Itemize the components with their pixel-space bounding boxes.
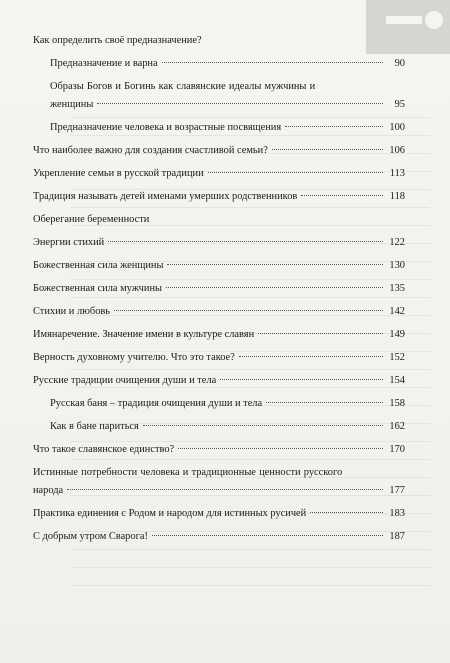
toc-leader-dots (285, 126, 383, 127)
toc-entry (33, 530, 405, 543)
toc-leader-dots (67, 489, 383, 490)
toc-leader-dots (272, 149, 383, 150)
toc-entry-title-continued: женщины (50, 99, 94, 110)
toc-page-number: 95 (394, 99, 405, 110)
toc-page-number: 135 (389, 283, 405, 294)
toc-entry (33, 80, 405, 111)
toc-entry-title: Предназначение человека и возрастные посвящения (50, 122, 282, 133)
toc-leader-dots (143, 425, 383, 426)
toc-entry (33, 351, 405, 364)
toc-page-number: 90 (394, 58, 405, 69)
toc-leader-dots (97, 103, 383, 104)
toc-entry-title: Образы Богов и Богинь как славянские идеалы мужчины и (50, 81, 316, 92)
toc-page-number: 187 (389, 531, 405, 542)
toc-entry (33, 466, 405, 497)
toc-leader-dots (258, 333, 383, 334)
toc-leader-dots (178, 448, 383, 449)
toc-entry (33, 57, 405, 70)
toc-entry-title: Имянаречение. Значение имени в культуре славян (33, 329, 255, 340)
toc-entry (33, 259, 405, 272)
toc-entry-title: Русская баня – традиция очищения души и тела (50, 398, 263, 409)
toc-page-number: 183 (389, 508, 405, 519)
toc-entry-title: Практика единения с Родом и народом для истинных русичей (33, 508, 307, 519)
toc-leader-dots (301, 195, 383, 196)
toc-leader-dots (239, 356, 383, 357)
toc-entry (33, 328, 405, 341)
toc-entry-title: Истинные потребности человека и традиционные ценности русского (33, 467, 343, 478)
toc-leader-dots (208, 172, 383, 173)
toc-entry (33, 305, 405, 318)
toc-entry-title: Божественная сила женщины (33, 260, 164, 271)
toc-entry-title: С добрым утром Сварога! (33, 531, 148, 542)
toc-entry-title: Русские традиции очищения души и тела (33, 375, 217, 386)
toc-entry (33, 34, 405, 47)
toc-entry (33, 282, 405, 295)
toc-page-number: 162 (389, 421, 405, 432)
toc-entry-title: Что наиболее важно для создания счастливой семьи? (33, 145, 268, 156)
toc-entry (33, 144, 405, 157)
toc-entry (33, 420, 405, 433)
toc-entry (33, 236, 405, 249)
toc-page-number: 113 (389, 168, 405, 179)
table-of-contents (33, 34, 405, 553)
toc-leader-dots (162, 62, 383, 63)
toc-entry (33, 397, 405, 410)
toc-entry (33, 443, 405, 456)
toc-page-number: 130 (389, 260, 405, 271)
toc-leader-dots (266, 402, 383, 403)
toc-entry-title: Как в бане париться (50, 421, 139, 432)
toc-page-number: 170 (389, 444, 405, 455)
toc-leader-dots (108, 241, 383, 242)
toc-leader-dots (220, 379, 383, 380)
toc-entry (33, 213, 405, 226)
toc-page-number: 118 (389, 191, 405, 202)
toc-leader-dots (166, 287, 383, 288)
toc-entry-title: Оберегание беременности (33, 214, 150, 225)
toc-entry-title: Энергии стихий (33, 237, 105, 248)
toc-entry-title: Божественная сила мужчины (33, 283, 162, 294)
toc-page-number: 106 (389, 145, 405, 156)
toc-entry-title: Предназначение и варна (50, 58, 158, 69)
toc-entry (33, 167, 405, 180)
toc-leader-dots (114, 310, 383, 311)
toc-entry-title: Стихии и любовь (33, 306, 111, 317)
toc-entry (33, 374, 405, 387)
toc-leader-dots (167, 264, 383, 265)
toc-entry-title-continued: народа (33, 485, 64, 496)
toc-page-number: 122 (389, 237, 405, 248)
toc-page-number: 177 (389, 485, 405, 496)
toc-page-number: 142 (389, 306, 405, 317)
toc-page-number: 158 (389, 398, 405, 409)
toc-page-number: 154 (389, 375, 405, 386)
toc-entry-title: Как определить своё предназначение? (33, 35, 202, 46)
toc-page-number: 100 (389, 122, 405, 133)
toc-entry (33, 507, 405, 520)
toc-entry-title: Традиция называть детей именами умерших родственников (33, 191, 298, 202)
toc-entry-title: Верность духовному учителю. Что это такое? (33, 352, 235, 363)
toc-page-number: 152 (389, 352, 405, 363)
toc-entry-title: Укрепление семьи в русской традиции (33, 168, 204, 179)
toc-leader-dots (152, 535, 383, 536)
toc-leader-dots (310, 512, 383, 513)
toc-page-number: 149 (389, 329, 405, 340)
toc-entry (33, 190, 405, 203)
toc-entry (33, 121, 405, 134)
toc-entry-title: Что такое славянское единство? (33, 444, 175, 455)
